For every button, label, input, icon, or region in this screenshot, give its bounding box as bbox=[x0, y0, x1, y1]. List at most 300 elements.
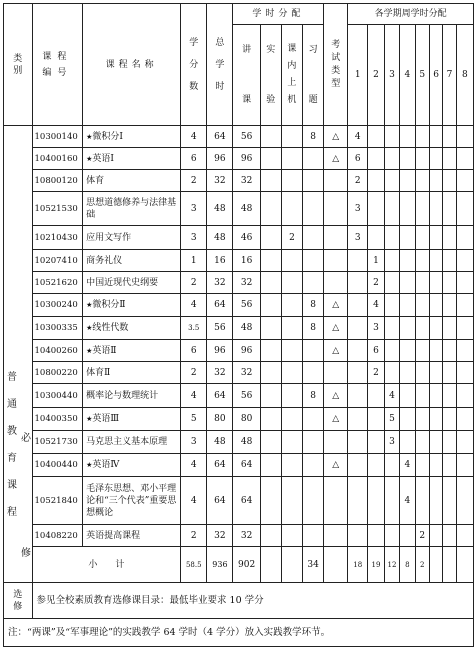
semester-4-hours bbox=[400, 408, 415, 431]
core-course-star-icon: ★ bbox=[86, 415, 93, 423]
total-hours-cell: 64 bbox=[207, 294, 233, 317]
course-name-text: 商务礼仪 bbox=[86, 255, 123, 266]
computer-hours-cell bbox=[281, 525, 302, 547]
lecture-hours-cell: 96 bbox=[233, 148, 260, 170]
subtotal-semester-1: 18 bbox=[348, 547, 368, 583]
semester-4-hours bbox=[400, 294, 415, 317]
semester-1-hours: 3 bbox=[348, 226, 368, 250]
semester-1-hours bbox=[348, 384, 368, 408]
exam-type-cell: △ bbox=[324, 126, 348, 148]
course-name bbox=[83, 250, 181, 272]
header-computer: 课内上机 bbox=[281, 25, 302, 126]
table-row bbox=[4, 250, 474, 272]
course-name bbox=[83, 317, 181, 340]
credits-cell: 4 bbox=[181, 477, 207, 525]
exam-type-cell: △ bbox=[324, 384, 348, 408]
note-row bbox=[4, 619, 474, 647]
course-name-text: 体育Ⅱ bbox=[86, 367, 111, 378]
subtotal-semester-4: 8 bbox=[400, 547, 415, 583]
table-row bbox=[4, 340, 474, 362]
course-name-text: 马克思主义基本原理 bbox=[86, 437, 168, 447]
total-hours-cell: 48 bbox=[207, 192, 233, 226]
core-course-star-icon: ★ bbox=[86, 154, 93, 163]
course-code: 10521530 bbox=[32, 192, 83, 226]
semester-2-hours bbox=[368, 477, 384, 525]
semester-7-hours bbox=[443, 272, 456, 294]
credits-cell: 3.5 bbox=[181, 317, 207, 340]
course-name bbox=[83, 170, 181, 192]
course-name bbox=[83, 272, 181, 294]
subtotal-semester-7 bbox=[443, 547, 456, 583]
semester-2-hours bbox=[368, 226, 384, 250]
semester-7-hours bbox=[443, 431, 456, 454]
total-hours-cell: 56 bbox=[207, 317, 233, 340]
semester-3-hours bbox=[384, 170, 400, 192]
course-name-text: 英语Ⅱ bbox=[92, 345, 117, 356]
credits-cell: 2 bbox=[181, 525, 207, 547]
credits-cell: 3 bbox=[181, 226, 207, 250]
subtotal-lecture: 902 bbox=[233, 547, 260, 583]
lecture-hours-cell: 16 bbox=[233, 250, 260, 272]
semester-4-hours bbox=[400, 317, 415, 340]
exercise-hours-cell bbox=[303, 408, 324, 431]
experiment-hours-cell bbox=[260, 384, 281, 408]
credits-cell: 4 bbox=[181, 454, 207, 477]
experiment-hours-cell bbox=[260, 272, 281, 294]
semester-7-hours bbox=[443, 340, 456, 362]
table-row bbox=[4, 192, 474, 226]
semester-3-hours: 3 bbox=[384, 431, 400, 454]
semester-4-hours bbox=[400, 525, 415, 547]
subtotal-exam bbox=[324, 547, 348, 583]
semester-8-hours bbox=[456, 170, 473, 192]
semester-6-hours bbox=[429, 454, 442, 477]
exercise-hours-cell: 8 bbox=[303, 317, 324, 340]
exercise-hours-cell bbox=[303, 170, 324, 192]
semester-1-hours bbox=[348, 408, 368, 431]
course-code: 10521730 bbox=[32, 431, 83, 454]
semester-7-hours bbox=[443, 317, 456, 340]
course-name-text: 概率论与数理统计 bbox=[86, 390, 159, 401]
semester-4-hours bbox=[400, 226, 415, 250]
computer-hours-cell bbox=[281, 192, 302, 226]
course-name bbox=[83, 192, 181, 226]
semester-8-hours bbox=[456, 272, 473, 294]
computer-hours-cell bbox=[281, 272, 302, 294]
computer-hours-cell bbox=[281, 317, 302, 340]
semester-5-hours bbox=[415, 340, 429, 362]
experiment-hours-cell bbox=[260, 362, 281, 384]
semester-8-hours bbox=[456, 384, 473, 408]
total-hours-cell: 96 bbox=[207, 148, 233, 170]
computer-hours-cell bbox=[281, 148, 302, 170]
course-code: 10207410 bbox=[32, 250, 83, 272]
semester-1-hours bbox=[348, 317, 368, 340]
course-code: 10800120 bbox=[32, 170, 83, 192]
semester-2-hours: 6 bbox=[368, 340, 384, 362]
experiment-hours-cell bbox=[260, 340, 281, 362]
header-hours-distribution: 学时分配 bbox=[233, 4, 324, 25]
footnote: 注：“两课”及“军事理论”的实践教学 64 学时（4 学分）放入实践教学环节。 bbox=[4, 619, 474, 647]
credits-cell: 6 bbox=[181, 340, 207, 362]
lecture-hours-cell: 56 bbox=[233, 294, 260, 317]
semester-6-hours bbox=[429, 477, 442, 525]
semester-1-hours bbox=[348, 250, 368, 272]
table-row bbox=[4, 126, 474, 148]
semester-6-hours bbox=[429, 384, 442, 408]
header-semester-8: 8 bbox=[456, 25, 473, 126]
subtotal-label: 小 计 bbox=[32, 547, 181, 583]
semester-2-hours bbox=[368, 192, 384, 226]
semester-3-hours bbox=[384, 477, 400, 525]
experiment-hours-cell bbox=[260, 148, 281, 170]
course-code: 10521620 bbox=[32, 272, 83, 294]
semester-1-hours: 6 bbox=[348, 148, 368, 170]
course-code: 10408220 bbox=[32, 525, 83, 547]
header-semester-1: 1 bbox=[348, 25, 368, 126]
exercise-hours-cell bbox=[303, 192, 324, 226]
lecture-hours-cell: 56 bbox=[233, 126, 260, 148]
semester-7-hours bbox=[443, 294, 456, 317]
exercise-hours-cell bbox=[303, 250, 324, 272]
course-name bbox=[83, 362, 181, 384]
semester-3-hours bbox=[384, 148, 400, 170]
credits-cell: 1 bbox=[181, 250, 207, 272]
lecture-hours-cell: 32 bbox=[233, 272, 260, 294]
header-course-code: 课程编号 bbox=[32, 4, 83, 126]
semester-4-hours bbox=[400, 340, 415, 362]
course-name-text: 英语Ⅲ bbox=[92, 414, 120, 424]
total-hours-cell: 32 bbox=[207, 272, 233, 294]
semester-4-hours: 4 bbox=[400, 454, 415, 477]
lecture-hours-cell: 64 bbox=[233, 454, 260, 477]
experiment-hours-cell bbox=[260, 294, 281, 317]
table-row bbox=[4, 408, 474, 431]
experiment-hours-cell bbox=[260, 408, 281, 431]
semester-3-hours bbox=[384, 525, 400, 547]
semester-5-hours bbox=[415, 226, 429, 250]
semester-2-hours bbox=[368, 408, 384, 431]
exam-type-cell bbox=[324, 362, 348, 384]
semester-3-hours bbox=[384, 226, 400, 250]
computer-hours-cell bbox=[281, 454, 302, 477]
semester-3-hours bbox=[384, 126, 400, 148]
experiment-hours-cell bbox=[260, 226, 281, 250]
course-name bbox=[83, 340, 181, 362]
elective-label: 选修 bbox=[4, 583, 33, 619]
exercise-hours-cell bbox=[303, 362, 324, 384]
lecture-hours-cell: 48 bbox=[233, 192, 260, 226]
subtotal-computer bbox=[281, 547, 302, 583]
semester-5-hours bbox=[415, 272, 429, 294]
computer-hours-cell bbox=[281, 126, 302, 148]
semester-1-hours bbox=[348, 272, 368, 294]
semester-1-hours bbox=[348, 340, 368, 362]
course-name-text: 思想道德修养与法律基础 bbox=[86, 197, 177, 220]
exam-type-cell bbox=[324, 250, 348, 272]
semester-6-hours bbox=[429, 272, 442, 294]
semester-7-hours bbox=[443, 170, 456, 192]
course-code: 10300140 bbox=[32, 126, 83, 148]
core-course-star-icon: ★ bbox=[86, 346, 93, 355]
lecture-hours-cell: 48 bbox=[233, 431, 260, 454]
credits-cell: 4 bbox=[181, 126, 207, 148]
semester-8-hours bbox=[456, 226, 473, 250]
semester-8-hours bbox=[456, 126, 473, 148]
experiment-hours-cell bbox=[260, 192, 281, 226]
semester-7-hours bbox=[443, 477, 456, 525]
course-code: 10400160 bbox=[32, 148, 83, 170]
lecture-hours-cell: 46 bbox=[233, 226, 260, 250]
semester-6-hours bbox=[429, 408, 442, 431]
semester-5-hours bbox=[415, 362, 429, 384]
semester-5-hours bbox=[415, 477, 429, 525]
course-name-text: 微积分Ⅰ bbox=[92, 131, 123, 142]
semester-2-hours: 2 bbox=[368, 272, 384, 294]
core-course-star-icon: ★ bbox=[86, 324, 93, 332]
semester-2-hours bbox=[368, 126, 384, 148]
experiment-hours-cell bbox=[260, 525, 281, 547]
table-row bbox=[4, 317, 474, 340]
semester-3-hours bbox=[384, 454, 400, 477]
semester-3-hours bbox=[384, 192, 400, 226]
lecture-hours-cell: 48 bbox=[233, 317, 260, 340]
table-row bbox=[4, 431, 474, 454]
lecture-hours-cell: 64 bbox=[233, 477, 260, 525]
course-name-text: 毛泽东思想、邓小平理论和“三个代表”重要思想概论 bbox=[86, 483, 177, 518]
exam-type-cell bbox=[324, 477, 348, 525]
header-semester-distribution: 各学期周学时分配 bbox=[348, 4, 474, 25]
semester-6-hours bbox=[429, 226, 442, 250]
exercise-hours-cell bbox=[303, 272, 324, 294]
exam-type-cell: △ bbox=[324, 454, 348, 477]
exam-type-cell bbox=[324, 170, 348, 192]
semester-5-hours bbox=[415, 170, 429, 192]
course-name-text: 英语提高课程 bbox=[86, 530, 141, 541]
semester-6-hours bbox=[429, 294, 442, 317]
semester-4-hours: 4 bbox=[400, 477, 415, 525]
lecture-hours-cell: 96 bbox=[233, 340, 260, 362]
header-lecture: 讲课 bbox=[233, 25, 260, 126]
semester-1-hours bbox=[348, 362, 368, 384]
computer-hours-cell bbox=[281, 340, 302, 362]
course-name-text: 应用文写作 bbox=[86, 232, 132, 243]
curriculum-table bbox=[3, 3, 474, 647]
semester-8-hours bbox=[456, 192, 473, 226]
header-exercise: 习题 bbox=[303, 25, 324, 126]
header-semester-4: 4 bbox=[400, 25, 415, 126]
semester-5-hours bbox=[415, 408, 429, 431]
table-row bbox=[4, 525, 474, 547]
exercise-hours-cell bbox=[303, 431, 324, 454]
semester-2-hours: 2 bbox=[368, 362, 384, 384]
subtotal-experiment bbox=[260, 547, 281, 583]
semester-3-hours bbox=[384, 340, 400, 362]
credits-cell: 2 bbox=[181, 362, 207, 384]
semester-6-hours bbox=[429, 340, 442, 362]
subtotal-semester-6 bbox=[429, 547, 442, 583]
semester-2-hours: 1 bbox=[368, 250, 384, 272]
semester-6-hours bbox=[429, 170, 442, 192]
semester-3-hours bbox=[384, 362, 400, 384]
exercise-hours-cell bbox=[303, 454, 324, 477]
semester-6-hours bbox=[429, 148, 442, 170]
semester-1-hours bbox=[348, 431, 368, 454]
semester-4-hours bbox=[400, 362, 415, 384]
semester-6-hours bbox=[429, 250, 442, 272]
subtotal-semester-3: 12 bbox=[384, 547, 400, 583]
semester-7-hours bbox=[443, 384, 456, 408]
experiment-hours-cell bbox=[260, 170, 281, 192]
subtotal-semester-8 bbox=[456, 547, 473, 583]
semester-7-hours bbox=[443, 454, 456, 477]
exercise-hours-cell bbox=[303, 226, 324, 250]
semester-6-hours bbox=[429, 317, 442, 340]
exam-type-cell: △ bbox=[324, 408, 348, 431]
semester-3-hours bbox=[384, 250, 400, 272]
course-code: 10521840 bbox=[32, 477, 83, 525]
semester-2-hours bbox=[368, 170, 384, 192]
table-row bbox=[4, 148, 474, 170]
credits-cell: 2 bbox=[181, 170, 207, 192]
exam-type-cell: △ bbox=[324, 317, 348, 340]
semester-7-hours bbox=[443, 408, 456, 431]
semester-4-hours bbox=[400, 192, 415, 226]
computer-hours-cell bbox=[281, 170, 302, 192]
header-credits: 学分数 bbox=[181, 4, 207, 126]
semester-5-hours bbox=[415, 317, 429, 340]
semester-2-hours bbox=[368, 431, 384, 454]
semester-7-hours bbox=[443, 126, 456, 148]
semester-3-hours bbox=[384, 317, 400, 340]
credits-cell: 4 bbox=[181, 294, 207, 317]
semester-2-hours bbox=[368, 525, 384, 547]
exam-type-cell bbox=[324, 431, 348, 454]
total-hours-cell: 80 bbox=[207, 408, 233, 431]
table-row bbox=[4, 294, 474, 317]
semester-1-hours bbox=[348, 477, 368, 525]
semester-5-hours bbox=[415, 126, 429, 148]
exam-type-cell: △ bbox=[324, 340, 348, 362]
semester-7-hours bbox=[443, 192, 456, 226]
table-row bbox=[4, 454, 474, 477]
semester-4-hours bbox=[400, 148, 415, 170]
course-name-text: 线性代数 bbox=[92, 323, 129, 333]
semester-3-hours: 4 bbox=[384, 384, 400, 408]
header-total-hours: 总学时 bbox=[207, 4, 233, 126]
semester-8-hours bbox=[456, 294, 473, 317]
subtotal-total-hours: 936 bbox=[207, 547, 233, 583]
course-name-text: 英语Ⅰ bbox=[92, 153, 114, 164]
total-hours-cell: 48 bbox=[207, 226, 233, 250]
table-row bbox=[4, 384, 474, 408]
elective-row bbox=[4, 583, 474, 619]
semester-3-hours: 5 bbox=[384, 408, 400, 431]
semester-7-hours bbox=[443, 148, 456, 170]
semester-5-hours bbox=[415, 192, 429, 226]
course-name-text: 中国近现代史纲要 bbox=[86, 277, 159, 288]
subcategory-label: 必修 bbox=[21, 433, 31, 559]
semester-5-hours: 2 bbox=[415, 525, 429, 547]
semester-8-hours bbox=[456, 340, 473, 362]
semester-1-hours bbox=[348, 294, 368, 317]
semester-4-hours bbox=[400, 250, 415, 272]
credits-cell: 4 bbox=[181, 384, 207, 408]
semester-6-hours bbox=[429, 362, 442, 384]
total-hours-cell: 16 bbox=[207, 250, 233, 272]
semester-7-hours bbox=[443, 525, 456, 547]
semester-2-hours: 3 bbox=[368, 317, 384, 340]
course-name bbox=[83, 454, 181, 477]
course-name bbox=[83, 525, 181, 547]
category-cell bbox=[4, 126, 33, 583]
semester-8-hours bbox=[456, 431, 473, 454]
header-category: 类别 bbox=[4, 4, 33, 126]
header-semester-3: 3 bbox=[384, 25, 400, 126]
semester-5-hours bbox=[415, 148, 429, 170]
semester-4-hours bbox=[400, 431, 415, 454]
semester-5-hours bbox=[415, 431, 429, 454]
exam-type-cell bbox=[324, 226, 348, 250]
semester-8-hours bbox=[456, 477, 473, 525]
course-name bbox=[83, 226, 181, 250]
course-code: 10800220 bbox=[32, 362, 83, 384]
table-row bbox=[4, 272, 474, 294]
semester-5-hours bbox=[415, 454, 429, 477]
semester-2-hours: 4 bbox=[368, 294, 384, 317]
exam-type-cell: △ bbox=[324, 148, 348, 170]
semester-5-hours bbox=[415, 384, 429, 408]
course-name-text: 英语Ⅳ bbox=[92, 460, 120, 470]
credits-cell: 3 bbox=[181, 431, 207, 454]
total-hours-cell: 48 bbox=[207, 431, 233, 454]
semester-1-hours: 4 bbox=[348, 126, 368, 148]
total-hours-cell: 32 bbox=[207, 525, 233, 547]
exercise-hours-cell bbox=[303, 525, 324, 547]
course-code: 10400440 bbox=[32, 454, 83, 477]
header-course-name: 课程名称 bbox=[83, 4, 181, 126]
exam-type-cell bbox=[324, 272, 348, 294]
lecture-hours-cell: 32 bbox=[233, 170, 260, 192]
curriculum-table-wrapper bbox=[3, 3, 474, 647]
credits-cell: 6 bbox=[181, 148, 207, 170]
header-semester-2: 2 bbox=[368, 25, 384, 126]
course-code: 10300335 bbox=[32, 317, 83, 340]
semester-6-hours bbox=[429, 126, 442, 148]
subtotal-row bbox=[4, 547, 474, 583]
semester-8-hours bbox=[456, 362, 473, 384]
semester-1-hours: 2 bbox=[348, 170, 368, 192]
category-main-label: 普通教育课程 bbox=[7, 372, 17, 518]
header-semester-7: 7 bbox=[443, 25, 456, 126]
semester-2-hours bbox=[368, 384, 384, 408]
total-hours-cell: 96 bbox=[207, 340, 233, 362]
lecture-hours-cell: 32 bbox=[233, 525, 260, 547]
semester-2-hours bbox=[368, 454, 384, 477]
table-row bbox=[4, 226, 474, 250]
experiment-hours-cell bbox=[260, 477, 281, 525]
lecture-hours-cell: 56 bbox=[233, 384, 260, 408]
computer-hours-cell bbox=[281, 362, 302, 384]
exercise-hours-cell bbox=[303, 148, 324, 170]
semester-4-hours bbox=[400, 272, 415, 294]
course-name bbox=[83, 126, 181, 148]
subtotal-semester-2: 19 bbox=[368, 547, 384, 583]
semester-1-hours: 3 bbox=[348, 192, 368, 226]
semester-3-hours bbox=[384, 272, 400, 294]
semester-6-hours bbox=[429, 192, 442, 226]
subtotal-exercise: 34 bbox=[303, 547, 324, 583]
